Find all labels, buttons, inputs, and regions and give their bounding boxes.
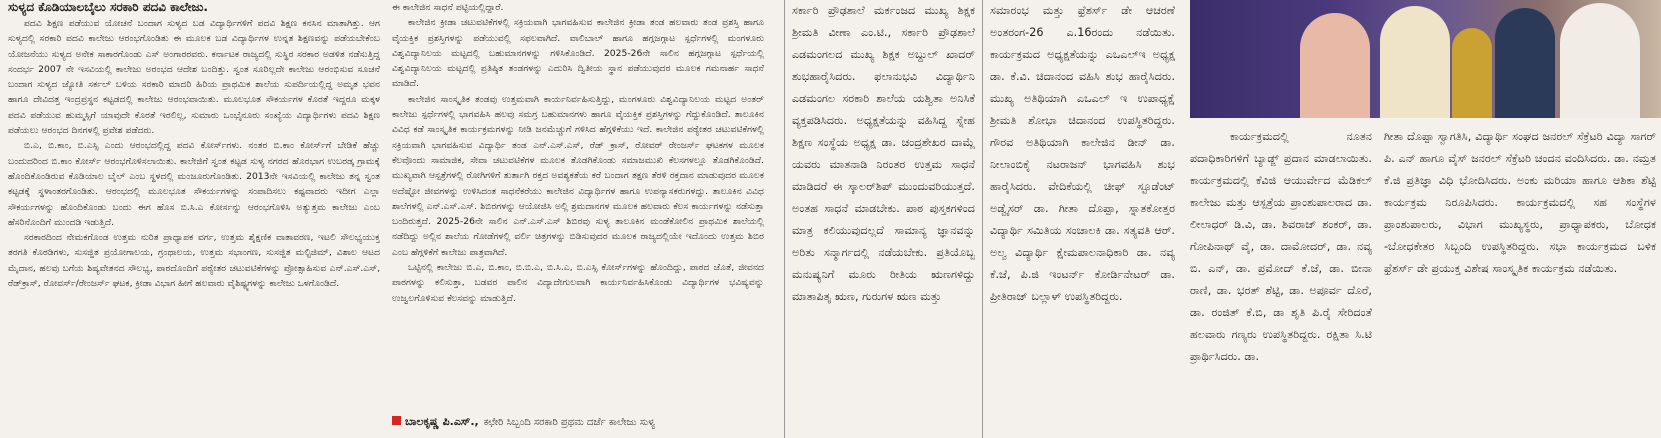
byline-marker-icon: [392, 416, 401, 425]
article-text: ಸರ್ಕಾರಿ ಪ್ರೌಢಶಾಲೆ ಮರ್ಕಂಜದ ಮುಖ್ಯ ಶಿಕ್ಷಕ ಶ್ರೀಮತಿ ವೀಣಾ ಎಂ.ಟಿ., ಸರ್ಕಾರಿ ಪ್ರೌಢಶಾಲೆ ಎಡಮಂಗಲದ ಮುಖ್ಯ ಶಿಕ್ಷಕ ಅಬ್ದುಲ್ ಖಾದರ್ ಶುಭಹಾರೈಸಿದರು. ಫಲಾನುಭವಿ ವಿದ್ಯಾರ್ಥಿನಿ ಎಡಮಂಗಲ ಸರಕಾರಿ ಶಾಲೆಯ ಯಶ್ವಿತಾ ಅನಿಸಿಕೆ ವ್ಯಕ್ತಪಡಿಸಿದರು. ಅಧ್ಯಕ್ಷತೆಯನ್ನು ವಹಿಸಿದ್ದ ಸ್ನೇಹ ಶಿಕ್ಷಣ ಸಂಸ್ಥೆಯ ಅಧ್ಯಕ್ಷ ಡಾ. ಚಂದ್ರಶೇಖರ ದಾಮ್ಲೆ ಯವರು ಮಾತನಾಡಿ ನಿರಂತರ ಉತ್ತಮ ಸಾಧನೆ ಮಾಡಿದರೆ ಈ ಸ್ಕಾಲರ್‌ಶಿಪ್ ಮುಂದುವರಿಯುತ್ತದೆ. ಅಂತಹ ಸಾಧನೆ ಮಾಡಬೇಕು. ಪಾಠ ಪುಸ್ತಕಗಳಿಂದ ಮಾತ್ರ ಕಲಿಯುವುದಲ್ಲದೆ ಸಾಮಾನ್ಯ ಜ್ಞಾನವನ್ನು ಅರಿತು ಸನ್ಮಾರ್ಗದಲ್ಲಿ ನಡೆಯಬೇಕು. ಪ್ರತಿಯೊಬ್ಬ ಮನುಷ್ಯನಿಗೆ ಮೂರು ರೀತಿಯ ಋಣಗಳಿದ್ದು ಮಾತಾಪಿತೃ ಋಣ, ಗುರುಗಳ ಋಣ ಮತ್ತು: [792, 4, 975, 303]
article-column-3: [792, 0, 975, 438]
article-paragraph: ಬಿ.ಎ, ಬಿ.ಕಾಂ, ಬಿ.ಎಸ್ಸಿ ಎಂದು ಆರಂಭದಲ್ಲಿದ್ದ ಪದವಿ ಕೋರ್ಸ್‌ಗಳು. ನಂತರ ಬಿ.ಕಾಂ ಕೋರ್ಸ್‌ಗೆ ಬೇಡಿಕೆ ಹೆಚ್ಚು ಬಂದುದರಿಂದ ಬಿ.ಕಾಂ ಕೋರ್ಸ್ ಆರಂಭಗೊಳಿಸಲಾಯಿತು. ಕಾಲೇಜಿಗೆ ಸ್ವಂತ ಕಟ್ಟಡ ಸುಳ್ಯ ನಗರದ ಹೊರಭಾಗ ಉಬರಡ್ಕ ಗ್ರಾಮಕ್ಕೆ ಹೊಂದಿಕೊಂಡಿರುವ ಕೊಡಿಯಾಲ ಬೈಲ್ ಎಂಬ ಸ್ಥಳದಲ್ಲಿ ಮಂಜೂರುಗೊಂಡಿತು. 2013ನೇ ಇಸವಿಯಲ್ಲಿ ಕಾಲೇಜು ತನ್ನ ಸ್ವಂತ ಕಟ್ಟಡಕ್ಕೆ ಸ್ಥಳಾಂತರಗೊಂಡಿತು. ಆರಂಭದಲ್ಲಿ ಮೂಲಭೂತ ಸೌಕರ್ಯಗಳನ್ನು ಸಂಪಾದಿಸಲು ಕಷ್ಟವಾದರು ಇದೀಗ ಎಲ್ಲಾ ಸೌಕರ್ಯಗಳನ್ನು ಹೊಂದಿಕೊಂಡು ಬಂದು ಈಗ ಹೊಸ ಬಿ.ಸಿ.ಎ ಕೋರ್ಸನ್ನು ಆರಂಭಗೊಳಿಸಿ ಅತ್ಯುತ್ತಮ ಕಾಲೇಜು ಎಂಬ ಹೆಸರಿನೊಂದಿಗೆ ಮುಂದಡಿ ಇಡುತ್ತಿದೆ.: [8, 140, 380, 228]
column-divider: [982, 0, 983, 438]
byline-name: ಬಾಲಕೃಷ್ಣ ಪಿ.ಎಸ್.,: [405, 415, 479, 428]
photo-person: [1380, 6, 1450, 118]
article-byline: [392, 410, 772, 436]
article-paragraph: ಈ ಕಾಲೇಜಿನ ಸಾಧನೆ ಪಟ್ಟಿಯಲ್ಲಿದ್ದಾರೆ.: [392, 2, 504, 13]
article-column-5: [1190, 126, 1372, 438]
article-text: ಸಮಾರಂಭ ಮತ್ತು ಫ್ರೆಶರ್ಸ್ ಡೇ ಆಚರಣೆ ಅಂತರಂಗ-26 ಎ.16ರಂದು ನಡೆಯಿತು. ಕಾರ್ಯಕ್ರಮದ ಅಧ್ಯಕ್ಷತೆಯನ್ನು ಎಒಎಲ್‌ಇ ಅಧ್ಯಕ್ಷ ಡಾ. ಕೆ.ವಿ. ಚಿದಾನಂದ ವಹಿಸಿ ಶುಭ ಹಾರೈಸಿದರು. ಮುಖ್ಯ ಅತಿಥಿಯಾಗಿ ಎಒಎಲ್ ಇ ಉಪಾಧ್ಯಕ್ಷೆ ಶ್ರೀಮತಿ ಶೋಭಾ ಚಿದಾನಂದ ಉಪಸ್ಥಿತರಿದ್ದರು. ಗೌರವ ಅತಿಥಿಯಾಗಿ ಕಾಲೇಜಿನ ಡೀನ್ ಡಾ. ನೀಲಾಂಬಿಕೈ ನಟರಾಜನ್ ಭಾಗವಹಿಸಿ ಶುಭ ಹಾರೈಸಿದರು. ವೇದಿಕೆಯಲ್ಲಿ ಚೀಫ್ ಸ್ಟೂಡೆಂಟ್ ಅಡ್ವೈಸರ್ ಡಾ. ಗೀತಾ ದೊಪ್ಪಾ, ಸ್ನಾತಕೋತ್ತರ ವಿದ್ಯಾರ್ಥಿ ಸಮಿತಿಯ ಸಂಚಾಲಕಿ ಡಾ. ಸತ್ಯವತಿ ಆರ್. ಅಲ್ವ ವಿದ್ಯಾರ್ಥಿ ಕ್ಷೇಮಪಾಲನಾಧಿಕಾರಿ ಡಾ. ನವ್ಯ ಕೆ.ಜೆ, ಪಿ.ಜಿ ಇಂಟರ್ನ್ ಕೋರ್ಡಿನೇಟರ್ ಡಾ. ಪ್ರೀತಿರಾಜ್ ಬಲ್ಲಾಳ್ ಉಪಸ್ಥಿತರಿದ್ದರು.: [990, 4, 1175, 303]
article-paragraph: ಪದವಿ ಶಿಕ್ಷಣ ಪಡೆಯುವ ಯೋಚನೆ ಬಂದಾಗ ಸುಳ್ಯದ ಬಡ ವಿದ್ಯಾರ್ಥಿಗಳಿಗೆ ಪದವಿ ಶಿಕ್ಷಣ ಕನಸಿನ ಮಾತಾಗಿತ್ತು. ಆಗ ಸುಳ್ಯದಲ್ಲಿ ಸರಕಾರಿ ಪದವಿ ಕಾಲೇಜು ಆರಂಭಗೊಂಡಿತು ಈ ಮೂಲಕ ಬಡ ವಿದ್ಯಾರ್ಥಿಗಳ ಉನ್ನತ ಶಿಕ್ಷಣವನ್ನು ಪಡೆಯಬೇಕೆಂಬ ಯೋಜನೆಯು ಸುಳ್ಯದ ಅನೇಕ ಸಾಕಾರಗೊಂಡು ಎಸ್ ಅಂಗಾರರವರು. ಕರ್ನಾಟಕ ರಾಜ್ಯದಲ್ಲಿ ಸುಸ್ಥಿರ ಸರಕಾರ ಅಡಳಿತ ನಡೆಸುತ್ತಿದ್ದ ಸಂದರ್ಭ 2007 ನೇ ಇಸವಿಯಲ್ಲಿ ಕಾಲೇಜು ಅರಂಭದ ಆದೇಶ ಬಂದಿತ್ತು. ಸ್ವಂತ ಸೂರಿಲ್ಲದೇ ಕಾಲೇಜು ಆರಂಭಿಸುವ ಸೂಚನೆ ಬಂದಾಗ ಸುಳ್ಯದ ಜ್ಯೋತಿ ಸರ್ಕಲ್ ಬಳಿಯ ಸರಕಾರಿ ಮಾದರಿ ಹಿರಿಯ ಪ್ರಾಥಮಿಕ ಶಾಲೆಯ ಸುಪರ್ದಿಯಲ್ಲಿದ್ದ ಅಮೃತ ಭವನ ಹಾಗೂ ದೇವಿದತ್ತ ಇಂದ್ರಪ್ರಸ್ಥನ ಕಟ್ಟಡದಲ್ಲಿ ಕಾಲೇಜು ಆರಂಭವಾಯಿತು. ಮೂಲಭೂತ ಸೌಕರ್ಯಗಳ ಕೊರತೆ ಇದ್ದರೂ ಮಕ್ಕಳ ಪದವಿ ಪಡೆಯುವ ಹುಮ್ಮಸ್ಸಿಗೆ ಯಾವುದೇ ಕೊರತೆ ಇರಲಿಲ್ಲ, ಸುಮಾರು ಒಂಭೈನೂರು ಸಂಖ್ಯೆಯ ವಿದ್ಯಾರ್ಥಿಗಳು ಪದವಿ ಶಿಕ್ಷಣ ಪಡೆಯಲು ಆರಂಭದ ದಿನಗಳಲ್ಲಿ ಪ್ರವೇಶ ಪಡೆದರು.: [8, 18, 380, 137]
column-divider: [784, 0, 785, 438]
photo-lamp: [1452, 28, 1492, 118]
article-column-4: [990, 0, 1175, 438]
article-text: ಗೀತಾ ದೊಪ್ಪಾ ಸ್ವಾಗತಿಸಿ, ವಿದ್ಯಾರ್ಥಿ ಸಂಘದ ಜನರಲ್ ಸೆಕ್ರೆಟರಿ ವಿದ್ಯಾ ಸಾಗರ್ ಪಿ. ಎನ್ ಹಾಗೂ ವೈಸ್ ಜನರಲ್ ಸೆಕ್ರೆಟರಿ ಚಂದನ ವಂದಿಸಿದರು. ಡಾ. ನಮ್ರತ ಕೆ.ಜಿ ಪ್ರತಿಜ್ಞಾ ವಿಧಿ ಭೋದಿಸಿದರು. ಅಂಕು ಮರಿಯಾ ಹಾಗೂ ಆಶಿಕಾ ಶೆಟ್ಟಿ ಕಾರ್ಯಕ್ರಮ ನಿರೂಪಿಸಿದರು. ಕಾರ್ಯಕ್ರಮದಲ್ಲಿ ಸಹ ಸಂಸ್ಥೆಗಳ ಪ್ರಾಂಶುಪಾಲರು, ವಿಭಾಗ ಮುಖ್ಯಸ್ಥರು, ಪ್ರಾಧ್ಯಾಪಕರು, ಬೋಧಕ -ಬೋಧಕೇತರ ಸಿಬ್ಬಂದಿ ಉಪಸ್ಥಿತರಿದ್ದರು. ಸಭಾ ಕಾರ್ಯಕ್ರಮದ ಬಳಿಕ ಫ್ರೆಶರ್ಸ್ ಡೇ ಪ್ರಯುಕ್ತ ವಿಶೇಷ ಸಾಂಸ್ಕೃತಿಕ ಕಾರ್ಯಕ್ರಮ ನಡೆಯಿತು.: [1384, 130, 1656, 275]
byline-affiliation: ಕಛೇರಿ ಸಿಬ್ಬಂದಿ ಸರಕಾರಿ ಪ್ರಥಮ ದರ್ಜೆ ಕಾಲೇಜು ಸುಳ್ಯ: [483, 417, 656, 428]
event-photo: [1190, 0, 1661, 118]
article-paragraph: ಸರಕಾರದಿಂದ ನೇಮಕಗೊಂಡ ಉತ್ತಮ ನುರಿತ ಪ್ರಾಧ್ಯಾಪಕ ವರ್ಗ, ಉತ್ತಮ ಶೈಕ್ಷಣಿಕ ವಾತಾವರಣ, ಇಟಲಿ ಸೌಲಭ್ಯಯುಕ್ತ ತರಗತಿ ಕೊಠಡಿಗಳು, ಸುಸಜ್ಜಿತ ಪ್ರಯೋಗಾಲಯ, ಗ್ರಂಥಾಲಯ, ಉತ್ತಮ ಸಭಾಂಗಣ, ಸುಸಜ್ಜಿತ ಮಲ್ಟಿಜಿಮ್, ವಿಶಾಲ ಆಟದ ಮೈದಾನ, ಹಲವು ಬಗೆಯ ಶಿಷ್ಯವೇತನದ ಸೌಲಭ್ಯ, ಪಾಠದೊಂದಿಗೆ ಪಠ್ಯೇತರ ಚಟುವಟಿಕೆಗಳನ್ನು ಪ್ರೋತ್ಸಾಹಿಸುವ ಎನ್.ಎಸ್.ಎಸ್, ರೆಡ್‌ಕ್ರಾಸ್, ರೋವರ್ಸ್/ರೇಂಜರ್ಸ್ ಘಟಕ, ಕ್ರೀಡಾ ವಿಭಾಗ ಹೀಗೆ ಹಲವಾರು ವೈಶಿಷ್ಟ್ಯಗಳನ್ನು ಕಾಲೇಜು ಒಳಗೊಂಡಿದೆ.: [8, 232, 380, 290]
article-column-1: [8, 0, 380, 438]
article-paragraph: ಕಾಲೇಜಿನ ಕ್ರೀಡಾ ಚಟುವಟಿಕೆಗಳಲ್ಲಿ ಸಕ್ರಿಯವಾಗಿ ಭಾಗವಹಿಸುವ ಕಾಲೇಜಿನ ಕ್ರೀಡಾ ತಂಡ ಹಲವಾರು ತಂಡ ಪ್ರಶಸ್ತಿ ಹಾಗೂ ವೈಯಕ್ತಿಕ ಪ್ರಶಸ್ತಿಗಳನ್ನು ಪಡೆಯುವಲ್ಲಿ ಸಫಲವಾಗಿದೆ. ವಾಲಿಬಾಲ್ ಹಾಗೂ ಹಗ್ಗಜಗ್ಗಾಟ ಸ್ಪರ್ಧೆಗಳಲ್ಲಿ ಮಂಗಳೂರು ವಿಶ್ವವಿದ್ಯಾನಿಲಯ ಮಟ್ಟದಲ್ಲಿ ಬಹುಮಾನಗಳನ್ನು ಗಳಿಸಿಕೊಂಡಿದೆ. 2025-26ನೇ ಸಾಲಿನ ಹಗ್ಗಜಗ್ಗಾಟ ಸ್ಪರ್ಧೆಯಲ್ಲಿ ವಿಶ್ವವಿದ್ಯಾನಿಲಯ ಮಟ್ಟದಲ್ಲಿ ಪ್ರತಿಷ್ಠಿತ ತಂಡಗಳನ್ನು ಎದುರಿಸಿ ದ್ವಿತೀಯ ಸ್ಥಾನ ಪಡೆಯುವುದರ ಮೂಲಕ ಗಮನಾರ್ಹ ಸಾಧನೆ ಮಾಡಿದೆ.: [392, 17, 764, 90]
photo-person: [1560, 3, 1640, 118]
article-headline: ಸುಳ್ಯದ ಕೊಡಿಯಾಲಬೈಲು ಸರಕಾರಿ ಪದವಿ ಕಾಲೇಜು.: [8, 0, 208, 14]
article-text: ಕಾರ್ಯಕ್ರಮದಲ್ಲಿ ನೂತನ ಪದಾಧಿಕಾರಿಗಳಿಗೆ ಬ್ಯಾಡ್ಜ್ ಪ್ರದಾನ ಮಾಡಲಾಯಿತು. ಕಾರ್ಯಕ್ರಮದಲ್ಲಿ ಕೆವಿಜಿ ಆಯುರ್ವೇದ ಮೆಡಿಕಲ್ ಕಾಲೇಜು ಮತ್ತು ಆಸ್ಪತ್ರೆಯ ಪ್ರಾಂಶುಪಾಲರಾದ ಡಾ. ಲೀಲಾಧರ್ ಡಿ.ವಿ, ಡಾ. ಶಿವರಾಜ್ ಶಂಕರ್, ಡಾ. ಗೋಪಿನಾಥ್ ವೈ, ಡಾ. ದಾಮೋದರ್, ಡಾ. ನವ್ಯ ಬಿ. ಎನ್, ಡಾ. ಪ್ರಮೋದ್ ಕೆ.ಜೆ, ಡಾ. ಬೀನಾ ರಾಣಿ, ಡಾ. ಭರತ್ ಶೆಟ್ಟಿ, ಡಾ. ಅಪೂರ್ವ ದೊರೆ, ಡಾ. ರಂಜಿತ್ ಕೆ.ಬಿ, ಡಾ ಶೃತಿ ಪಿ.ರೈ ಸೇರಿದಂತೆ ಹಲವಾರು ಗಣ್ಯರು ಉಪಸ್ಥಿತರಿದ್ದರು. ರಕ್ಷಿತಾ ಸಿ.ಟಿ ಪ್ರಾರ್ಥಿಸಿದರು. ಡಾ.: [1190, 130, 1372, 363]
article-paragraph: ಒಟ್ಟಿನಲ್ಲಿ ಕಾಲೇಜು ಬಿ.ಎ, ಬಿ.ಕಾಂ, ಬಿ.ಬಿ.ಎ, ಬಿ.ಸಿ.ಎ, ಬಿ.ಎಸ್ಸಿ ಕೋರ್ಸ್‌ಗಳನ್ನು ಹೊಂದಿದ್ದು, ಪಾಠದ ಜೊತೆ, ಜೀವನದ ಪಾಠಗಳನ್ನು ಕಲಿಸುತ್ತಾ, ಬಡವರ ಪಾಲಿನ ವಿದ್ಯಾದೇಗುಲವಾಗಿ ಕಾರ್ಯನಿರ್ವಹಿಸಿಕೊಂಡು ವಿದ್ಯಾರ್ಥಿಗಳ ಭವಿಷ್ಯವನ್ನು ಉಜ್ವಲಗೊಳಿಸುವ ಕೆಲಸವನ್ನು ಮಾಡುತ್ತಿದೆ.: [392, 262, 764, 304]
photo-person: [1495, 8, 1555, 118]
photo-person: [1300, 13, 1370, 118]
article-paragraph: ಕಾಲೇಜಿನ ಸಾಂಸ್ಕೃತಿಕ ತಂಡವು ಉತ್ತಮವಾಗಿ ಕಾರ್ಯನಿರ್ವಹಿಸುತ್ತಿದ್ದು, ಮಂಗಳೂರು ವಿಶ್ವವಿದ್ಯಾನಿಲಯ ಮಟ್ಟದ ಅಂತರ್ ಕಾಲೇಜು ಸ್ಪರ್ಧೆಗಳಲ್ಲಿ ಭಾಗವಹಿಸಿ ಹಲವು ಸಮಗ್ರ ಬಹುಮಾನಗಳು ಹಾಗೂ ವೈಯಕ್ತಿಕ ಪ್ರಶಸ್ತಿಗಳನ್ನು ಗೆದ್ದುಕೊಂಡಿದೆ. ತಾಲೂಕಿನ ವಿವಿಧ ಕಡೆ ಸಾಂಸ್ಕೃತಿಕ ಕಾರ್ಯಕ್ರಮಗಳನ್ನು ನೀಡಿ ಜನಮೆಚ್ಚುಗೆ ಗಳಿಸಿದ ಹೆಗ್ಗಳಿಕೆಯು ಇದೆ. ಕಾಲೇಜಿನ ಪಠ್ಯೇತರ ಚಟುವಟಿಕೆಗಳಲ್ಲಿ ಸಕ್ರಿಯವಾಗಿ ಭಾಗವಹಿಸುವ ವಿದ್ಯಾರ್ಥಿ ತಂಡ ಎನ್.ಎಸ್.ಎಸ್, ರೆಡ್ ಕ್ರಾಸ್, ರೋವರ್ ರೇಂಜರ್ಸ್ ಘಟಕಗಳ ಮೂಲಕ ಕೆಲವೊಂದು ಸಾಮಾಜಿಕ, ಸೇವಾ ಚಟುವಟಿಕೆಗಳ ಮೂಲಕ ತೊಡಗಿಕೊಂಡು ಸಮಾಜಮುಖಿ ಕೆಲಸಗಳಲ್ಲೂ ತೊಡಗಿಕೊಂಡಿದೆ. ಮುಖ್ಯವಾಗಿ ಆಸ್ಪತ್ರೆಗಳಲ್ಲಿ ರೋಗಿಗಳಿಗೆ ತುರ್ತಾಗಿ ರಕ್ತದ ಅವಶ್ಯಕತೆಯ ಕರೆ ಬಂದಾಗ ತಕ್ಷಣ ತೆರಳಿ ರಕ್ತದಾನ ಮಾಡುವುದರ ಮೂಲಕ ಅದೆಷ್ಟೋ ಜೀವಗಳನ್ನು ಉಳಿಸಿದಂತ ಸಾಧನೆಕರೆಯು ಕಾಲೇಜಿನ ವಿದ್ಯಾರ್ಥಿಗಳ ಹಾಗೂ ಉಪನ್ಯಾಸಕರುಗಳದ್ದು. ತಾಲೂಕಿನ ವಿವಿಧ ಶಾಲೆಗಳಲ್ಲಿ ಎನ್.ಎಸ್.ಎಸ್. ಶಿಬಿರಗಳನ್ನು ಆಯೋಜಿಸಿ ಅಲ್ಲಿ ಶ್ರಮದಾನಗಳ ಮೂಲಕ ಹಲವಾರು ಕೆಲಸ ಕಾರ್ಯಗಳನ್ನು ನಡೆಸುತ್ತಾ ಬಂದಿರುತ್ತದೆ. 2025-26ನೇ ಸಾಲಿನ ಎನ್.ಎಸ್.ಎಸ್ ಶಿಬಿರವು ಸುಳ್ಯ ತಾಲೂಕಿನ ಮಂಡೆಕೋಲಿನ ಪ್ರಾಥಮಿಕ ಶಾಲೆಯಲ್ಲಿ ನಡೆದಿದ್ದು ಅಲ್ಲಿನ ಶಾಲೆಯ ಗೋಡೆಗಳಲ್ಲಿ ವರ್ಲಿ ಚಿತ್ರಗಳನ್ನು ಬಿಡಿಸುವುದರ ಮೂಲಕ ರಾಜ್ಯದಲ್ಲಿಯೇ ಇದೊಂದು ಉತ್ತಮ ಶಿಬಿರ ಎಂಬ ಹೆಗ್ಗಳಿಕೆಗೆ ಕಾಲೇಜು ಪಾತ್ರವಾಗಿದೆ.: [392, 93, 764, 258]
article-column-6: [1384, 126, 1656, 438]
article-column-2: [392, 0, 764, 438]
